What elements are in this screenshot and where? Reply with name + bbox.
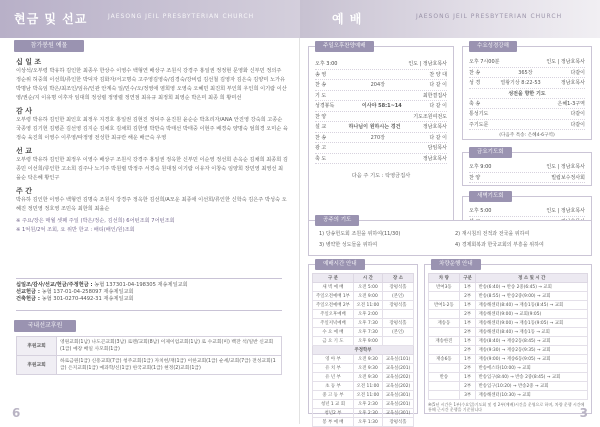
left-page bbox=[0, 38, 300, 424]
sunday-worship-box bbox=[308, 43, 454, 228]
prayer-item: 2) 재시침의 전적과 전국을 위하여 bbox=[455, 231, 530, 237]
box-title: 주일오후찬양예배 bbox=[315, 41, 374, 52]
offering-list bbox=[16, 54, 288, 235]
box-title: 금요기도회 bbox=[469, 147, 512, 158]
order-row: 찬 송 270장 다 같 이 bbox=[315, 133, 447, 144]
table-row: 주일오후예배 오후 2:00 bbox=[313, 310, 414, 319]
table-row: 주일오전예배 2부 오전 11:00 장평석홀 bbox=[313, 301, 414, 310]
order-row: 오후 5:00 인도 | 정남호목사 bbox=[469, 206, 585, 217]
table-cell: 후원교회 bbox=[17, 356, 57, 375]
table-row: 새 벽 예 배 오전 5:00 장평석홀 bbox=[313, 283, 414, 292]
table-row: 2부 재송해센터(9:00) → 교회(9:05) bbox=[429, 310, 588, 319]
worship-table-wrap bbox=[312, 273, 414, 427]
table-header-row: 구 분 시 간 장 소 bbox=[313, 274, 414, 283]
friday-box bbox=[462, 149, 592, 186]
worship-time-table bbox=[312, 273, 414, 427]
order-row: 주기도문 다같이 bbox=[469, 120, 585, 131]
mission-table bbox=[16, 336, 282, 375]
table-row: 2부 반송에스타(10:00) → 교회 bbox=[429, 364, 588, 373]
order-rows bbox=[469, 162, 585, 183]
table-cell: 영원교회(1남) 나도곤교회(3남) 로렌/교회(8남) 이제이엄교회(1남) 로 수교회(미) 백잔 석/일반 신교회(1급) 예장 배일 사모회(1급) bbox=[57, 337, 282, 356]
order-row: 찬 양 기도조원여전도 bbox=[315, 112, 447, 123]
vehicle-schedule-table bbox=[428, 273, 588, 400]
table-row: 청년 1 교 회 오후 2:30 교육실(201) bbox=[313, 400, 414, 409]
note-line: ※ 주요/장은 매월 셋째 주일 (박은/정순, 김선희) 6어턴조회 7어턴조회 bbox=[16, 218, 175, 224]
schedule-note: ※(5년 시간은 1부(수요일)기도회 및 정 2부(예배)시간을 운영으로 하며, 차량 운행 시간에 통해 근시간 운행을 기준합니다 bbox=[428, 402, 585, 412]
right-page-subtitle: JAESONG JEIL PRESBYTERIAN CHURCH bbox=[416, 13, 563, 20]
account-line: 십일조/감사/선교/헌금/주정헌금 : 농협 137301-04-198305 재송제일교회 bbox=[16, 282, 188, 288]
table-row: 중 고 등 부 오전 11:00 교육실(301) bbox=[313, 391, 414, 400]
table-row: 2부 재송해센터(8:40) → 재송1동 → 교회 bbox=[429, 328, 588, 337]
section-heading: 선 교 bbox=[16, 147, 32, 155]
order-row: 송 영 찬 양 대 bbox=[315, 70, 447, 81]
page-number: 3 bbox=[579, 406, 588, 420]
header-bar bbox=[0, 0, 600, 38]
order-row: 성경봉독 이사야 58:1~14 다 같 이 bbox=[315, 101, 447, 112]
schedule-table-wrap bbox=[428, 273, 588, 412]
table-row: 주일오전예배 1부 오전 9:00 (본인) bbox=[313, 292, 414, 301]
box-title: 차량운행 안내 bbox=[431, 259, 481, 270]
account-line: 건축헌금 : 농협 301-0270-4492-31 재송제일교회 bbox=[16, 296, 134, 302]
prayer-item: 1) 당송헌도회 조원을 위하여(11/30) bbox=[319, 231, 401, 237]
table-row: 2부 반송(8:55) → 반송2중(9:00) → 교회 bbox=[429, 292, 588, 301]
order-row: 통성기도 다같이 bbox=[469, 109, 585, 120]
account-info bbox=[16, 282, 282, 303]
order-row: 축 도 정남호목사 bbox=[315, 154, 447, 165]
order-row: 설 교 하나님이 원하시는 경건 정남호목사 bbox=[315, 122, 447, 133]
section-text: 이상석/오부령 박유하 김인한 최종우 한상수 이영수 백형연 배상구 조원식 강경주 홍일권 정정현 문영화 신부민 정의주 정순위 허중희 이선희/류인한 박덕자 김화자/서고명숙 고주영김영숙/김경숙/강비림 김선철 김영자 김은숙 김양미 노가유 박명남 박옥임 박은/최조인/임유/인관 안계숙 일/민수/오/정영애 염희영 오영숙 오혜민 최진희 부인희 우인희 이기람 이산영/권순/지 이유명 이후자 임대희 정성렬 정영렬 정연점 최유규 최정희 최영순 박은미 최종 희 황미선 bbox=[16, 68, 287, 101]
wednesday-box bbox=[462, 43, 592, 140]
right-page bbox=[300, 38, 600, 424]
order-row: 찬 양 빌립보수정사회 bbox=[469, 173, 585, 184]
next-special: (다음주 특송: 은혜4-6구역) bbox=[499, 133, 555, 138]
section-text: 박유하 김인한 이영수 백형연 김명숙 조원식 강경주 정옥한 김선희/A모운 최종애 이선희/류인한 신학숙 김은주 박성숙 오혜진 정민영 정호영 조민옥 최한희 최을순 bbox=[16, 197, 287, 212]
table-cell: 하로금원(1급) 신흥교회(7급) 청주교회(1급) 자치헌/재(1급) 이한교회(1급) 순세/교회(7급) 전성교회(1급) 은지교회(1급) 예과학/신(1급) 한국교회(1급) 현정(2)교회(1급) bbox=[57, 356, 282, 375]
left-page-title: 현금 및 선교 bbox=[14, 12, 88, 26]
order-row: 찬 송 204장 다 같 이 bbox=[315, 80, 447, 91]
table-cell: 후원교회 bbox=[17, 337, 57, 356]
offering-pill: 참가봉원 예물 bbox=[14, 40, 84, 52]
table-row: 유 년 부 오전 9:30 교육실(202) bbox=[313, 373, 414, 382]
order-rows bbox=[469, 57, 585, 138]
prayer-items bbox=[319, 230, 581, 248]
page-number: 6 bbox=[12, 406, 21, 420]
table-row: 초 등 부 오전 11:00 교육실(202) bbox=[313, 382, 414, 391]
order-row: 찬 송 365장 다같이 bbox=[469, 68, 585, 79]
table-row: 주일저녁예배 오후 7:30 장평석홀 bbox=[313, 319, 414, 328]
account-line: 선교헌금 : 농협 137-01-04-258097 재송제일교회 bbox=[16, 289, 134, 295]
section-heading: 감 사 bbox=[16, 107, 32, 115]
order-row: 축 송 은혜1-3구역 bbox=[469, 99, 585, 110]
order-row: 성 경 열왕기상 8:22-53 정남호목사 bbox=[469, 78, 585, 89]
separator bbox=[16, 310, 282, 311]
order-row: 기 도 최한결집사 bbox=[315, 91, 447, 102]
table-row: 청년2 부 오후 2:30 교육실(301) bbox=[313, 409, 414, 418]
order-row: 광 고 담임목사 bbox=[315, 143, 447, 154]
table-row bbox=[17, 337, 282, 356]
order-row: 오후 9:00 인도 | 정남호목사 bbox=[469, 162, 585, 173]
table-row: 영 아 부 오전 9:30 교육실(101) bbox=[313, 355, 414, 364]
box-title: 수요성경강해 bbox=[469, 41, 517, 52]
section-heading: 십 일 조 bbox=[16, 58, 42, 66]
table-row: 재송동 1부 재송해센터(9:00) → 재송1동(9:05) → 교회 bbox=[429, 319, 588, 328]
table-row: 2부 반송입구(10:20) → 반송2중 → 교회 bbox=[429, 382, 588, 391]
separator bbox=[16, 278, 282, 279]
box-title: 새벽기도회 bbox=[469, 191, 512, 202]
next-prayer: 다음 주 기도 : 탁영금집사 bbox=[351, 173, 411, 179]
vehicle-schedule-box bbox=[424, 261, 592, 414]
table-row: 3부 재송해센터(10:30) → 교회 bbox=[429, 391, 588, 400]
table-row: 봉 부 예 배 오후 1:30 장평석홀 bbox=[313, 418, 414, 427]
right-page-title: 예 배 bbox=[332, 12, 363, 26]
table-header-row: 주정학부 bbox=[313, 346, 414, 355]
table-row: 2부 재송(9:30) → 재송2동(9:35) → 교회 bbox=[429, 346, 588, 355]
table-row: 금 요 기 도 오후 9:00 bbox=[313, 337, 414, 346]
table-row: 유 치 부 오전 9:30 교육실(201) bbox=[313, 364, 414, 373]
section-text: 오부령 박유하 김인한 최정우 이영수 배상구 조원식 강경주 홍일권 정옥한 신부민 이순영 정선희 손옥순 김채희 최종희 김종민 이선희/류인한 고소희 김주나 노기주 박원렬 박정주 서경숙 원대점 이기람 이유자 이창숙 임양희 장민영 최영선 최을순 탁은혜 황인구 bbox=[16, 157, 288, 181]
table-row: 재송6동 1부 재송(9:00) → 재송6동(9:05) → 교회 bbox=[429, 355, 588, 364]
table-row: 반여3동 1부 반송(6:40) → 반송 2중(6:45) → 교회 bbox=[429, 283, 588, 292]
order-row: 오후 3:00 인도 | 정남호목사 bbox=[315, 59, 447, 70]
table-header-row: 차 량 구분 정 소 및 시 간 bbox=[429, 274, 588, 283]
order-rows bbox=[315, 59, 447, 179]
prayer-item: 4) 경제회복과 한국교회의 부흥을 위하여 bbox=[455, 242, 544, 248]
prayer-item: 3) 병약한 성도들을 위하여 bbox=[319, 242, 378, 248]
table-row bbox=[17, 356, 282, 375]
note-line: ※ 1억원/2억 조회, 요 위반 한교 : 배티(배인/원)조회 bbox=[16, 227, 135, 233]
sermon-title: 성전을 향한 기도 bbox=[469, 89, 585, 99]
box-title: 예배시간 안내 bbox=[315, 259, 365, 270]
table-row: 반송 1부 반송입구(8:40) → 반송 2중(8:45) → 교회 bbox=[429, 373, 588, 382]
section-text: 오부령 박유하 김인한 최인호 최정우 지경호 홍일권 김현진 정덕주 윤진원 윤순순 박초리자/ANA 안진영 강숙희 고종순 국종영 김기헌 김병준 김선영 김지순 김채호 김채희 김한영 박반숙 박태선 박태중 이현주 배경숙 양명숙 엄희경 오미순 육정숙 육진희 이영수 이루영/따정영 전성한 최규란 해운 배근숙 우영 bbox=[16, 117, 288, 141]
table-row: 반여1·2동 1부 재송해센터(8:40) → 재송1동(8:45) → 교회 bbox=[429, 301, 588, 310]
table-row: 재송한진 1부 재송(8:40) → 재송2동(8:45) → 교회 bbox=[429, 337, 588, 346]
left-page-subtitle: JAESONG JEIL PRESBYTERIAN CHURCH bbox=[108, 13, 255, 20]
prayer-box bbox=[308, 217, 592, 256]
table-row: 수 요 예 배 오후 7:30 (본인) bbox=[313, 328, 414, 337]
section-heading: 주 간 bbox=[16, 187, 32, 195]
mission-pill: 국내선교후원 bbox=[14, 320, 76, 332]
order-row: 오후 7시00분 인도 | 정남호목사 bbox=[469, 57, 585, 68]
box-title: 공주의 기도 bbox=[315, 215, 359, 226]
worship-time-box bbox=[308, 261, 418, 425]
